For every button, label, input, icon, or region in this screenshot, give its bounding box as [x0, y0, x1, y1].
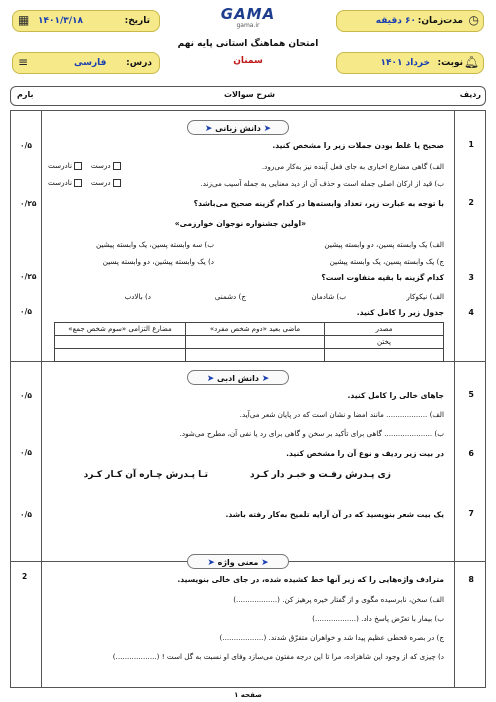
- q1-b: ب) قید از ارکان اصلی جمله است و حذف آن از دید معنایی به جمله آسیب می‌زند.: [200, 179, 444, 188]
- page-number: صفحه ۱: [234, 691, 262, 699]
- q4-number: 4: [468, 308, 474, 317]
- q1-b-options: [48, 178, 123, 187]
- header-questions: شرح سوالات: [223, 90, 275, 99]
- q4-empty-cell[interactable]: [55, 349, 186, 362]
- section-literary: ➤ دانش ادبی ➤: [187, 370, 289, 385]
- section-language-label: دانش زبانی: [215, 124, 261, 133]
- section-literary-label: دانش ادبی: [217, 374, 259, 383]
- q8-b: ب) بیمار با تعرّض پاسخ داد. (..................): [312, 614, 444, 623]
- score-divider: [41, 111, 42, 687]
- q8-d: د) چیزی که از وجود این شاهزاده، مرا تا این درجه مفتون می‌سازد وفای او نسبت به گل است ! (..................): [112, 652, 444, 661]
- table-header: [10, 86, 486, 106]
- q4-col-pluperfect: ماضی بعید «دوم شخص مفرد»: [186, 323, 325, 336]
- session-label: نوبت:: [437, 58, 463, 68]
- q4-score: ۰/۵: [20, 307, 32, 316]
- q1-a-true-label: درست: [90, 161, 111, 170]
- q7-score: ۰/۵: [20, 510, 32, 519]
- q2-quote: «اولین جشنواره نوجوان خوارزمی»: [174, 219, 306, 228]
- books-icon: ≡: [18, 55, 29, 69]
- q3-number: 3: [468, 273, 474, 282]
- duration-label: مدت‌زمان:: [417, 16, 463, 26]
- q8-c: ج) در بصره قحطی عظیم پیدا شد و خواهران متفرّق شدند. (..................): [219, 633, 444, 642]
- q8-number: 8: [468, 575, 474, 584]
- q4-answer-cell[interactable]: [186, 336, 325, 349]
- q6-verse-second: تـا پـدرش چـاره آن کـار کـرد: [83, 470, 208, 480]
- q4-answer-cell[interactable]: [55, 336, 186, 349]
- calendar-icon: ▦: [18, 13, 30, 27]
- q1-a: الف) گاهی مضارع اخباری به جای فعل آینده نیز به‌کار می‌رود.: [261, 162, 444, 171]
- session-value: خرداد ۱۴۰۱: [380, 58, 430, 68]
- q6-score: ۰/۵: [20, 448, 32, 457]
- q1-a-true-checkbox[interactable]: [113, 162, 121, 170]
- bell-icon: 🔔︎: [463, 55, 479, 69]
- q3-score: ۰/۲۵: [20, 272, 37, 281]
- q1-b-false-checkbox[interactable]: [74, 179, 82, 187]
- q1-b-true-label: درست: [90, 178, 111, 187]
- header-score: بارم: [17, 90, 34, 99]
- q6-title: در بیت زیر ردیف و نوع آن را مشخص کنید.: [286, 449, 444, 458]
- q2-score: ۰/۲۵: [20, 199, 37, 208]
- q8-title: مترادف واژه‌هایی را که زیر آنها خط کشیده شده، در جای خالی بنویسید.: [177, 575, 444, 584]
- q4-col-infinitive: مصدر: [325, 323, 444, 336]
- q3-option-c: ج) دشمنی: [214, 292, 246, 301]
- q5-title: جاهای خالی را کامل کنید.: [347, 391, 444, 400]
- q1-a-options: [48, 161, 123, 170]
- date-value: ۱۴۰۱/۳/۱۸: [38, 16, 84, 26]
- subject-label: درس:: [126, 58, 152, 68]
- q2-option-b: ب) سه وابسته پسین، یک وابسته پیشین: [96, 240, 214, 249]
- section-language: ➤ دانش زبانی ➤: [187, 120, 289, 135]
- q4-empty-cell[interactable]: [186, 349, 325, 362]
- province: سمنان: [233, 56, 263, 66]
- q3-option-b: ب) شادمان: [311, 292, 346, 301]
- q1-number: 1: [468, 140, 474, 149]
- q2-option-d: د) یک وابسته پیشین، دو وابسته پسین: [102, 257, 214, 266]
- q1-b-true-checkbox[interactable]: [113, 179, 121, 187]
- q4-empty-cell[interactable]: [325, 349, 444, 362]
- q2-option-c: ج) یک وابسته پسین، یک وابسته پیشین: [329, 257, 444, 266]
- q4-row-word: پختن: [325, 336, 444, 349]
- q4-col-subjunctive: مضارع التزامی «سوم شخص جمع»: [55, 323, 186, 336]
- q4-table: [54, 322, 444, 362]
- q1-title: صحیح یا غلط بودن جملات زیر را مشخص کنید.: [272, 141, 444, 150]
- q8-a: الف) سخن، نابرسیده مگوی و از گفتار خیره پرهیز کن. (..................): [233, 595, 444, 604]
- clock-icon: ◷: [468, 13, 479, 27]
- subject-value: فارسی: [74, 58, 107, 68]
- q1-b-false-label: نادرست: [48, 178, 72, 187]
- row-divider: [454, 111, 455, 687]
- q2-title: با توجه به عبارت زیر، تعداد وابسته‌ها در کدام گزینه صحیح می‌باشد؟: [193, 199, 444, 208]
- exam-title: امتحان هماهنگ استانی پایه نهم: [177, 39, 319, 49]
- q7-number: 7: [468, 509, 474, 518]
- q3-option-d: د) بالادب: [124, 292, 151, 301]
- section-vocabulary: ➤ معنی واژه ➤: [187, 554, 289, 569]
- section-vocabulary-label: معنی واژه: [217, 558, 259, 567]
- q3-title: کدام گزینه با بقیه متفاوت است؟: [321, 273, 444, 282]
- q5-a: الف) .................. مانند امضا و نشان است که در پایان شعر می‌آید.: [239, 410, 444, 419]
- q8-score: 2: [22, 572, 28, 581]
- q6-number: 6: [468, 449, 474, 458]
- q1-score: ۰/۵: [20, 141, 32, 150]
- logo-text: GAMA: [220, 5, 276, 23]
- logo-sub: gama.ir: [236, 22, 260, 29]
- q4-title: جدول زیر را کامل کنید.: [356, 308, 444, 317]
- gama-logo: [218, 6, 278, 32]
- q5-b: ب) ..................... گاهی برای تأکید بر سخن و گاهی برای رد یا نفی آن، مطرح می‌شود.: [179, 429, 444, 438]
- q5-score: ۰/۵: [20, 391, 32, 400]
- duration-value: ۶۰ دقیقه: [375, 16, 416, 26]
- header-row: ردیف: [459, 90, 481, 99]
- q2-option-a: الف) یک وابسته پسین، دو وابسته پیشین: [324, 240, 444, 249]
- q7-title: یک بیت شعر بنویسید که در آن آرایه تلمیح به‌کار رفته باشد.: [225, 510, 444, 519]
- q1-a-false-label: نادرست: [48, 161, 72, 170]
- q2-number: 2: [468, 198, 474, 207]
- q1-a-false-checkbox[interactable]: [74, 162, 82, 170]
- date-label: تاریخ:: [124, 16, 150, 26]
- q3-option-a: الف) نیکوکار: [406, 292, 444, 301]
- q5-number: 5: [468, 390, 474, 399]
- q6-verse-first: زی پـدرش رفـت و خبـر دار کـرد: [249, 470, 391, 480]
